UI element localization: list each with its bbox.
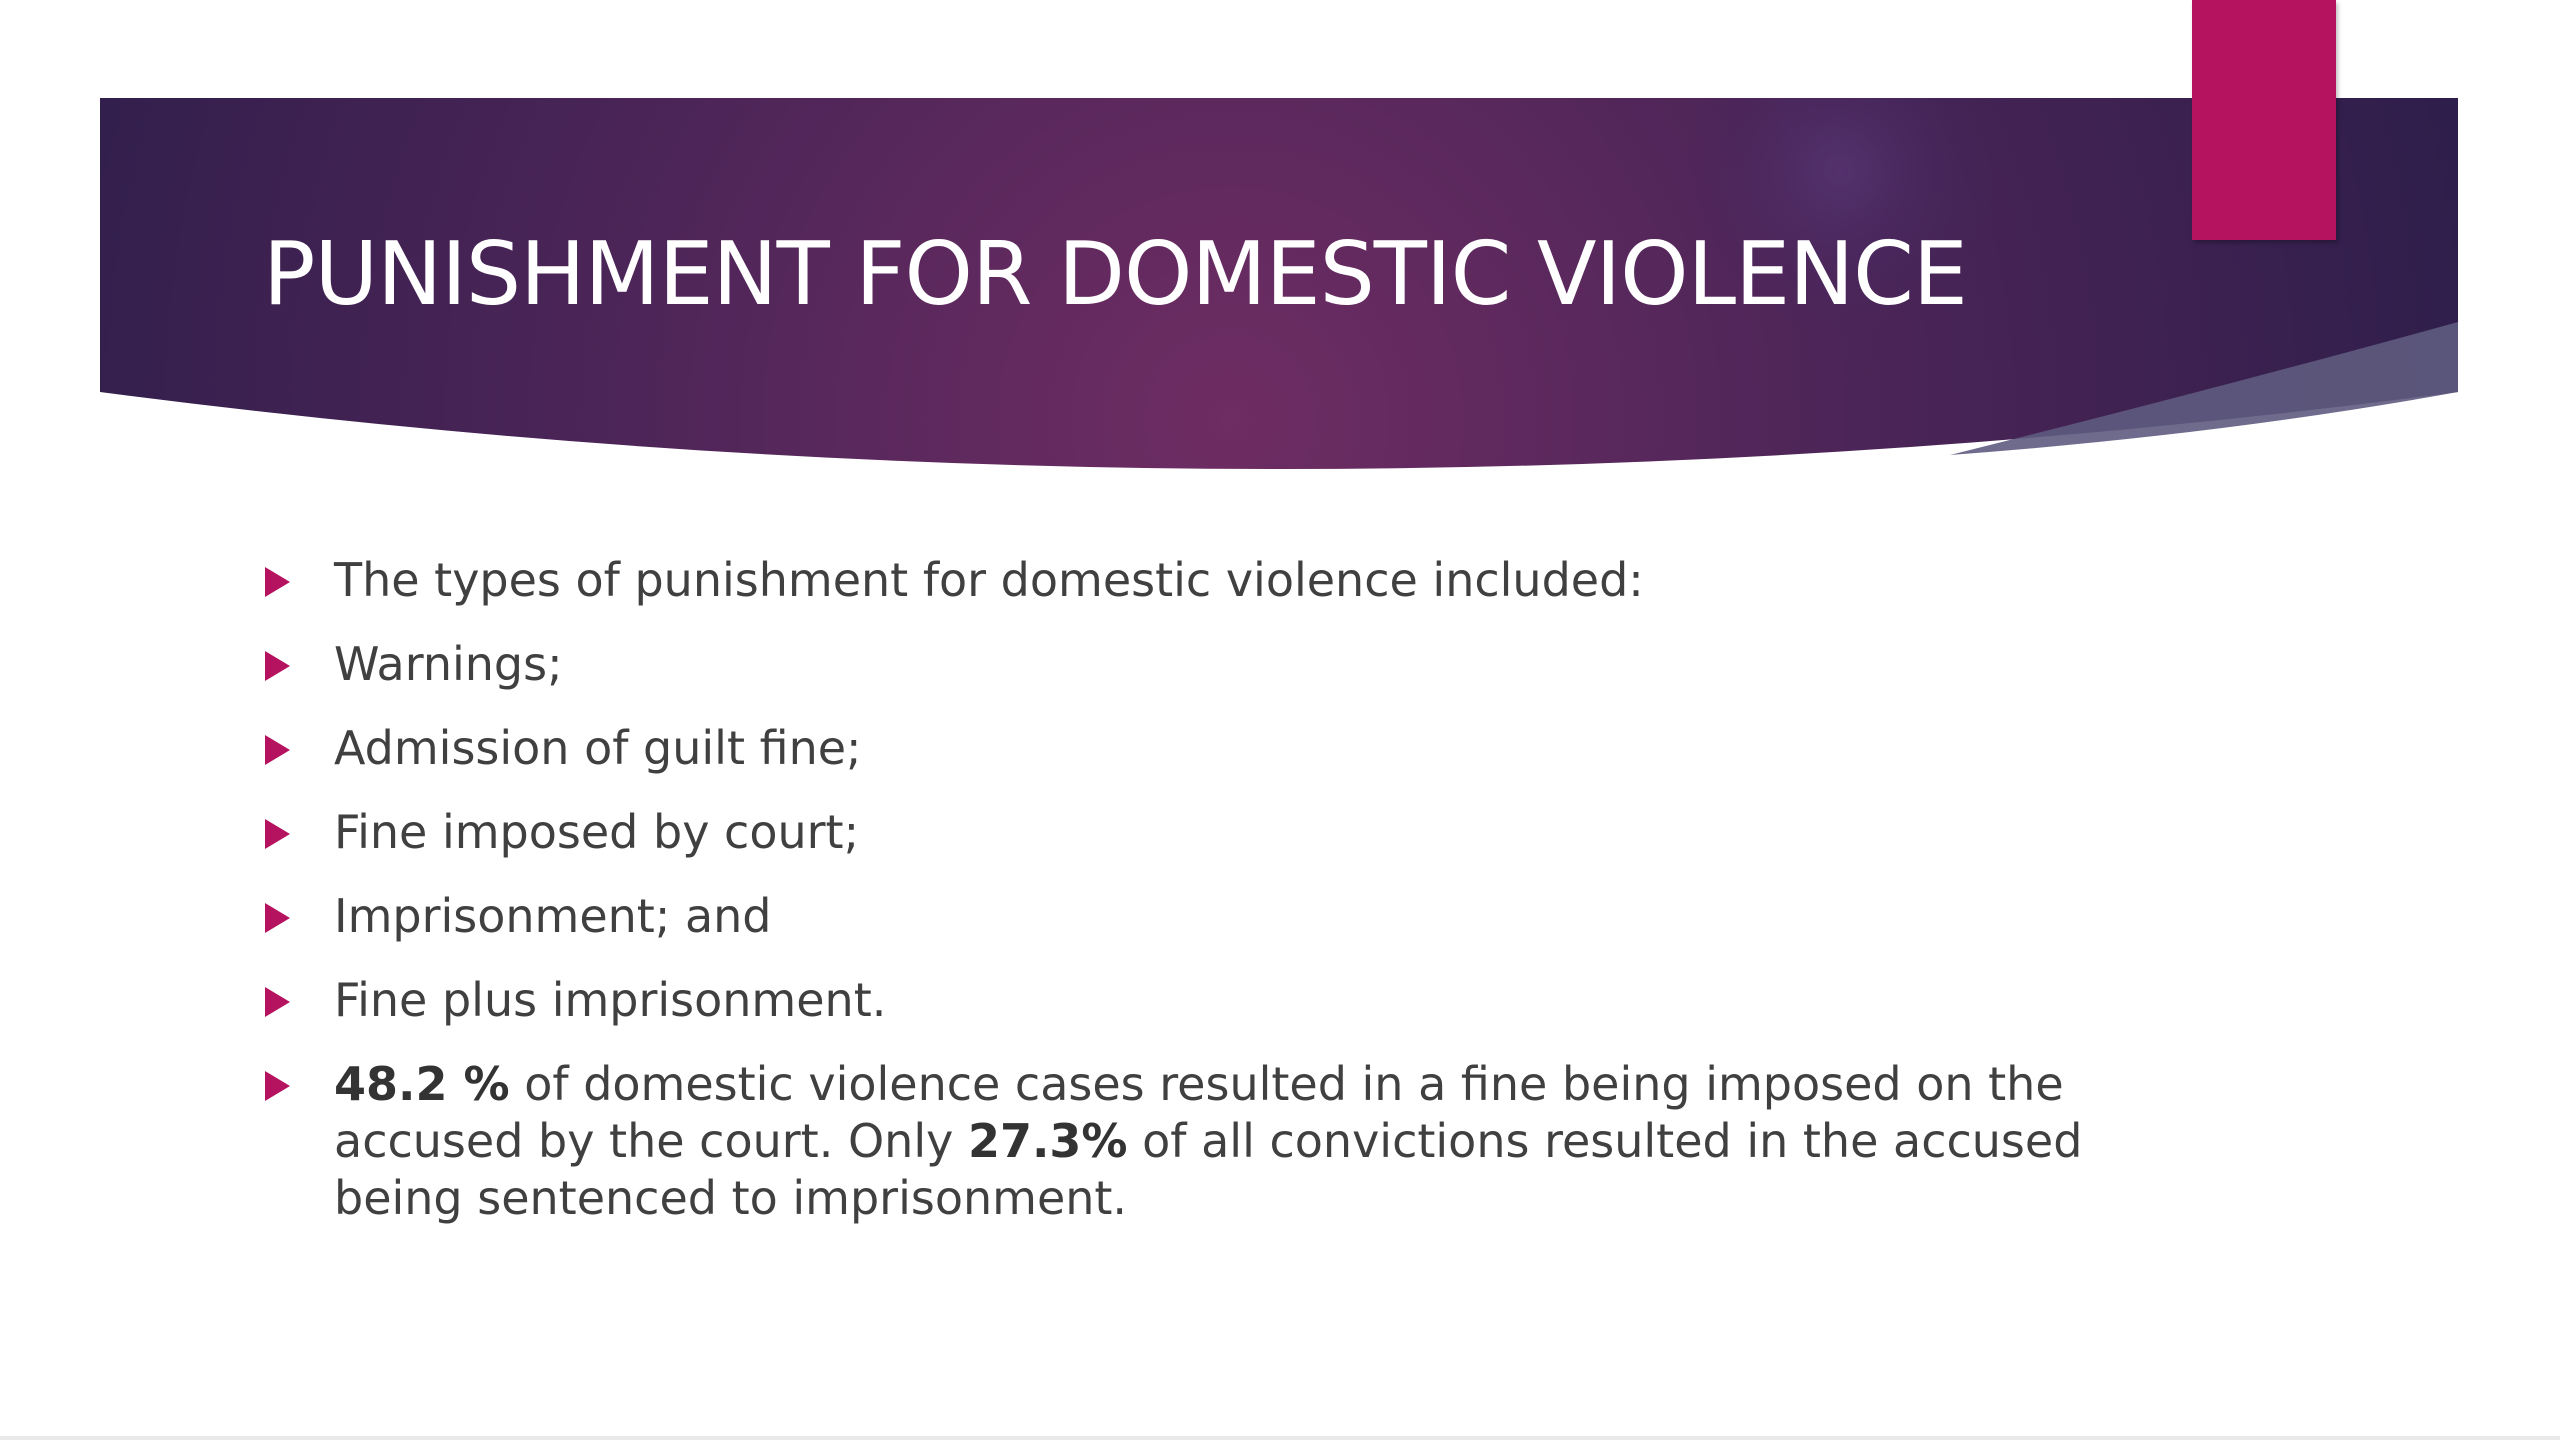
- summary-text-part2: of all convictions resulted in the accused being sentenced to imprisonment.: [334, 1114, 2083, 1225]
- slide-title: PUNISHMENT FOR DOMESTIC VIOLENCE: [263, 223, 1967, 325]
- bullet-item: [262, 972, 2162, 1029]
- bullet-item-summary: [262, 1056, 2162, 1227]
- triangle-right-icon: [265, 651, 290, 681]
- bullet-item: [262, 720, 2162, 777]
- accent-tab: [2192, 0, 2336, 240]
- bullet-text: Warnings;: [334, 637, 563, 691]
- stat-fine-percentage: 48.2 %: [334, 1057, 510, 1111]
- bullet-text: Fine imposed by court;: [334, 805, 860, 859]
- bottom-divider: [0, 1436, 2560, 1440]
- bullet-text: Admission of guilt fine;: [334, 721, 862, 775]
- triangle-right-icon: [265, 567, 290, 597]
- stat-imprisonment-percentage: 27.3%: [967, 1114, 1128, 1168]
- bullet-text: The types of punishment for domestic violence included:: [334, 553, 1644, 607]
- bullet-item: [262, 888, 2162, 945]
- bullet-list: [262, 552, 2162, 1254]
- bullet-text: Fine plus imprisonment.: [334, 973, 887, 1027]
- triangle-right-icon: [265, 819, 290, 849]
- bullet-text: Imprisonment; and: [334, 889, 772, 943]
- bullet-item: [262, 804, 2162, 861]
- triangle-right-icon: [265, 1071, 290, 1101]
- summary-text-part1: of domestic violence cases resulted in a fine being imposed on the accused by the court. Only: [334, 1057, 2064, 1168]
- bullet-item: [262, 552, 2162, 609]
- bullet-item: [262, 636, 2162, 693]
- triangle-right-icon: [265, 987, 290, 1017]
- triangle-right-icon: [265, 735, 290, 765]
- triangle-right-icon: [265, 903, 290, 933]
